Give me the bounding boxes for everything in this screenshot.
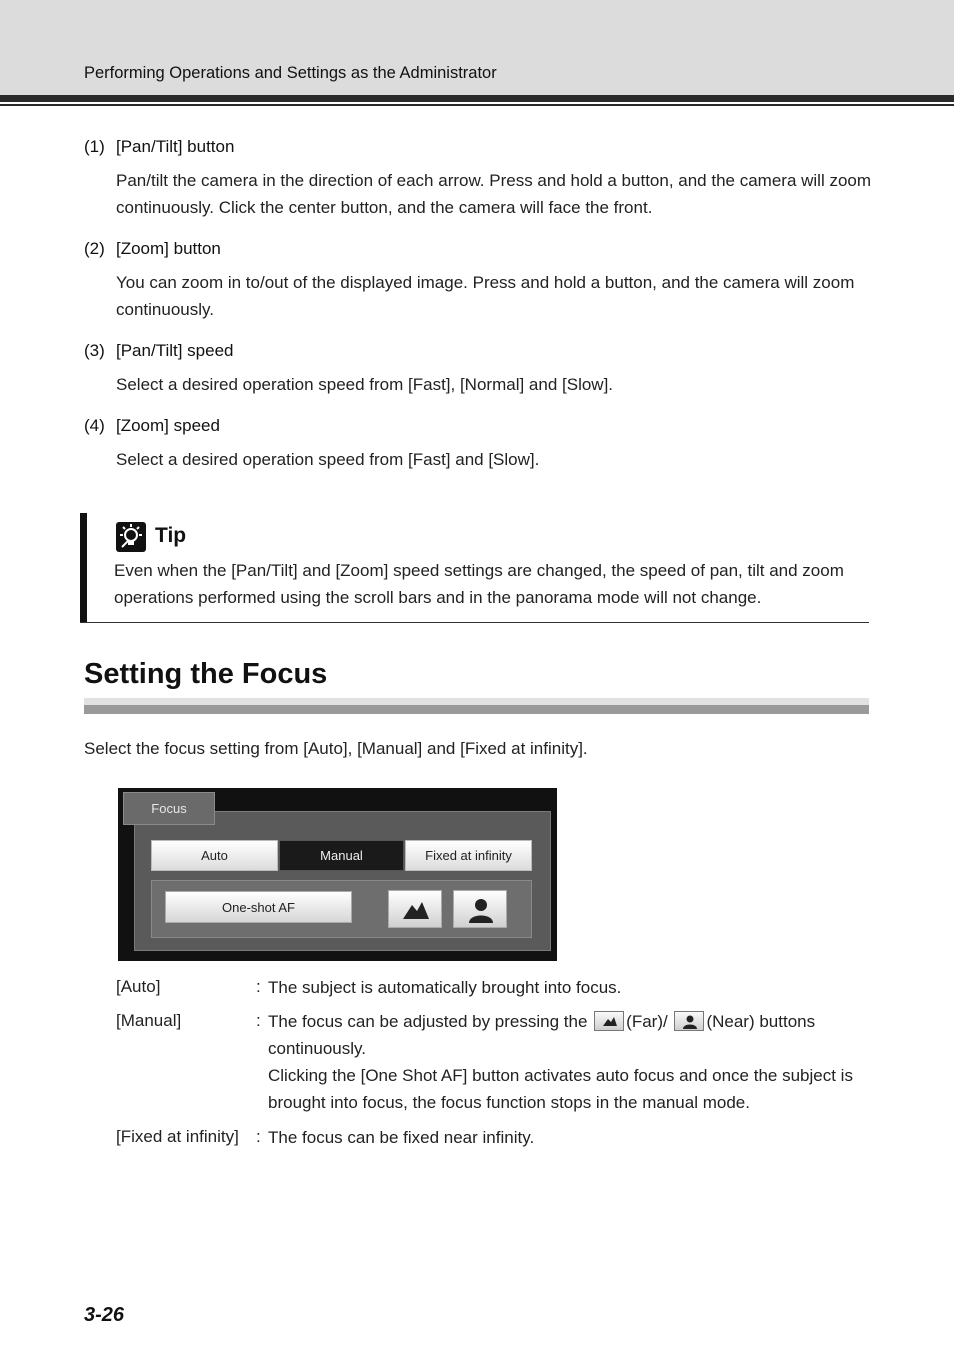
item-label: [Zoom] speed	[116, 416, 220, 435]
near-inline-button	[674, 1011, 704, 1031]
mode-fixed-infinity-button[interactable]: Fixed at infinity	[405, 840, 532, 871]
item-number: (3)	[84, 341, 105, 360]
def-text-manual-pre: The focus can be adjusted by pressing the	[268, 1012, 588, 1031]
def-colon: :	[256, 977, 261, 996]
item-1-title	[84, 137, 234, 157]
header-rule	[0, 95, 954, 102]
def-colon: :	[256, 1127, 261, 1146]
page-number: 3-26	[84, 1304, 125, 1326]
section-rule	[84, 698, 869, 705]
mode-auto-button[interactable]: Auto	[151, 840, 278, 871]
def-term-fixed-infinity: [Fixed at infinity]	[116, 1127, 239, 1146]
item-number: (4)	[84, 416, 105, 435]
item-4-body: Select a desired operation speed from [Fast] and [Slow].	[116, 450, 540, 469]
page-header	[0, 0, 954, 95]
person-icon	[682, 1015, 698, 1029]
item-4-title	[84, 416, 220, 436]
header-title: Performing Operations and Settings as the Administrator	[84, 64, 497, 82]
item-number: (1)	[84, 137, 105, 156]
def-term-manual: [Manual]	[116, 1011, 182, 1030]
tip-label: Tip	[155, 524, 187, 547]
item-2-title	[84, 239, 221, 259]
item-3-title	[84, 341, 234, 361]
tip-box	[80, 513, 869, 623]
item-1-body: Pan/tilt the camera in the direction of each arrow. Press and hold a button, and the camera will zoom continuously. Click the center button, and the camera will face the front.	[116, 171, 872, 217]
def-text-fixed-infinity: The focus can be fixed near infinity.	[268, 1128, 535, 1147]
item-number: (2)	[84, 239, 105, 258]
item-2-body: You can zoom in to/out of the displayed image. Press and hold a button, and the camera will zoom continuously.	[116, 273, 855, 319]
far-button[interactable]	[388, 890, 442, 928]
def-near-text: (Near) buttons continuously.	[268, 1012, 816, 1058]
item-label: [Pan/Tilt] button	[116, 137, 235, 156]
header-rule-thin	[0, 104, 954, 106]
tip-bar	[80, 513, 87, 622]
item-3-body: Select a desired operation speed from [Fast], [Normal] and [Slow].	[116, 375, 614, 394]
near-button[interactable]	[453, 890, 507, 928]
focus-tab[interactable]: Focus	[123, 792, 215, 825]
mountain-icon	[602, 1015, 618, 1027]
def-colon: :	[256, 1011, 261, 1030]
section-rule-dark	[84, 705, 869, 714]
item-label: [Pan/Tilt] speed	[116, 341, 234, 360]
item-label: [Zoom] button	[116, 239, 221, 258]
def-text-auto: The subject is automatically brought into focus.	[268, 978, 622, 997]
focus-panel	[118, 788, 557, 961]
lightbulb-icon	[116, 522, 146, 552]
one-shot-af-button[interactable]: One-shot AF	[165, 891, 352, 923]
def-term-auto: [Auto]	[116, 977, 161, 996]
section-intro: Select the focus setting from [Auto], [Manual] and [Fixed at infinity].	[84, 739, 588, 758]
tip-text: Even when the [Pan/Tilt] and [Zoom] speed settings are changed, the speed of pan, tilt and zoom operations performed using the scroll bars and in the panorama mode will not change.	[114, 561, 844, 607]
def-text-manual-2: Clicking the [One Shot AF] button activates auto focus and once the subject is brought into focus, the focus function stops in the manual mode.	[268, 1066, 853, 1112]
person-icon	[466, 897, 496, 923]
far-inline-button	[594, 1011, 624, 1031]
mountain-icon	[401, 897, 431, 921]
section-title: Setting the Focus	[84, 658, 328, 690]
def-text-manual	[268, 1008, 878, 1116]
mode-manual-button[interactable]: Manual	[279, 840, 404, 871]
def-far-text: (Far)/	[626, 1012, 668, 1031]
